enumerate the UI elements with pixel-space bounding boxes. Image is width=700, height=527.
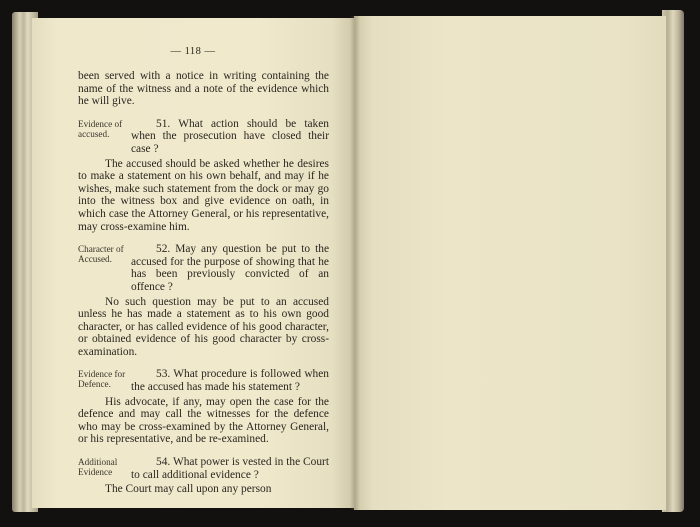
opening-paragraph: been served with a notice in writing containing the name of the witness and a note of the evidence which he will give. — [78, 70, 329, 108]
right-page-blank — [354, 16, 666, 510]
section-52 — [78, 243, 329, 358]
question — [131, 118, 329, 156]
question — [131, 456, 329, 481]
section-51 — [78, 118, 329, 233]
question-text: May any question be put to the accused for the purpose of showing that he has been previously convicted of an offence ? — [131, 243, 329, 293]
book-gutter — [350, 16, 360, 510]
section-54 — [78, 456, 329, 496]
answer: The Court may call upon any person — [105, 483, 272, 496]
question-number: 54. — [156, 456, 171, 469]
question-number: 51. — [156, 117, 171, 130]
page-number: — 118 — — [170, 46, 216, 57]
answer: No such question may be put to an accused unless he has made a statement as to his own good character, or has called evidence of his good character, or obtained evidence of his good character by cross-examination. — [78, 295, 329, 358]
question-text: What procedure is followed when the accused has made his statement ? — [131, 368, 329, 394]
side-note: Character of Accused. — [78, 244, 124, 265]
question-number: 52. — [156, 243, 171, 256]
section-53 — [78, 368, 329, 446]
answer: The accused should be asked whether he desires to make a statement on his own behalf, and may if he wishes, make such statement from the dock or may go into the witness box and give evidence on oath, in which case the Attorney General, or his representative, may cross-examine him. — [78, 157, 329, 233]
question-number: 53. — [156, 368, 171, 381]
side-note: Evidence of accused. — [78, 118, 123, 139]
side-note: Evidence for Defence. — [78, 369, 126, 390]
answer: His advocate, if any, may open the case for the defence and may call the witnesses for the defence who may be cross-examined by the Attorney General, or his representative, and be re-examined. — [78, 395, 329, 446]
question-text: What power is vested in the Court to call additional evidence ? — [131, 456, 329, 481]
page-body — [78, 70, 329, 496]
question — [131, 368, 329, 393]
question — [131, 243, 329, 293]
question-text: What action should be taken when the prosecution have closed their case ? — [131, 117, 329, 155]
side-note: Additional Evidence — [78, 457, 118, 478]
